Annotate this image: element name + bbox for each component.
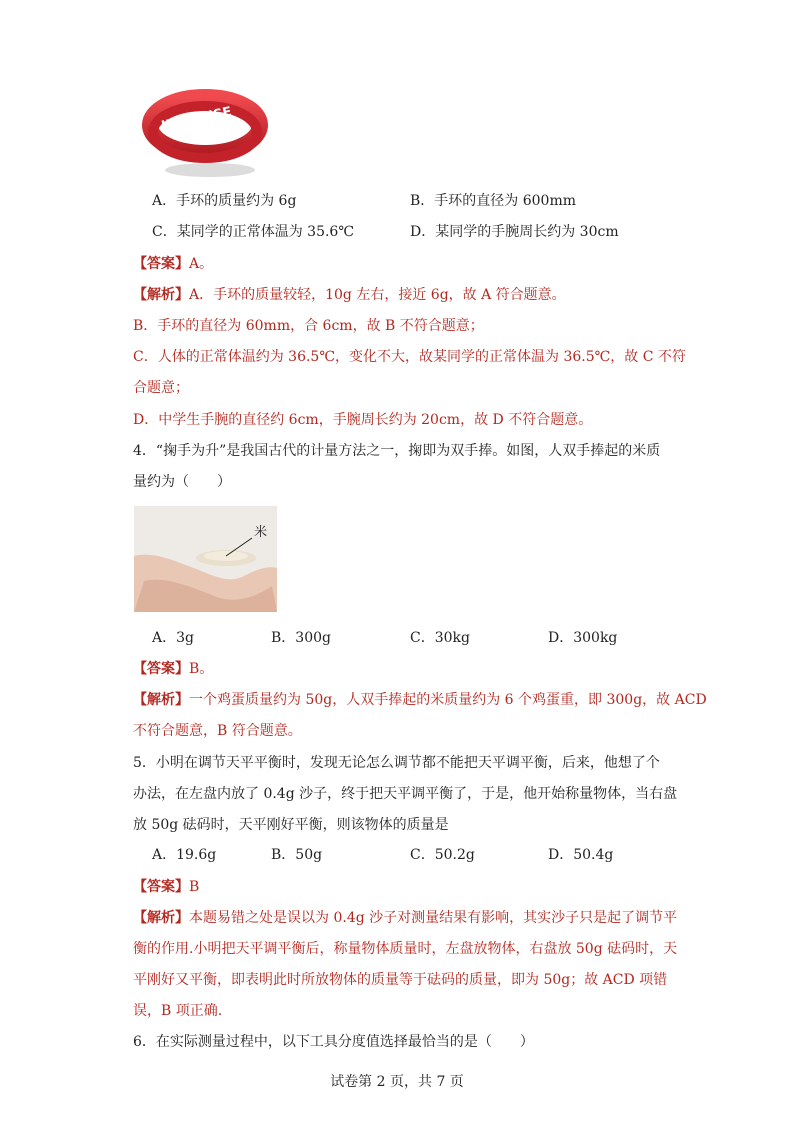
q3-option-b: B．手环的直径为 600mm: [410, 193, 577, 209]
bracelet-image: [140, 80, 270, 180]
q5-analysis-2: 衡的作用.小明把天平调平衡后，称量物体质量时，左盘放物体，右盘放 50g 砝码时，天: [133, 941, 678, 957]
q6-stem: 6．在实际测量过程中，以下工具分度值选择最恰当的是（ ）: [133, 1034, 534, 1050]
q5-analysis-3: 平刚好又平衡，即表明此时所放物体的质量等于砝码的质量，即为 50g；故 ACD 项错: [133, 972, 668, 988]
q4-option-b: B．300g: [271, 630, 331, 646]
q5-stem-1: 5．小明在调节天平平衡时，发现无论怎么调节都不能把天平调平衡，后来，他想了个: [133, 755, 660, 771]
q3-analysis-1: 【解析】A．手环的质量较轻，10g 左右，接近 6g，故 A 符合题意。: [133, 287, 566, 303]
q5-stem-2: 办法，在左盘内放了 0.4g 沙子，终于把天平调平衡了，于是，他开始称量物体，当右盘: [133, 786, 678, 802]
q4-analysis-1: 【解析】一个鸡蛋质量约为 50g，人双手捧起的米质量约为 6 个鸡蛋重，即 300g，故 ACD: [133, 692, 707, 708]
answer-tag: 【答案】: [133, 256, 189, 272]
q4-analysis-2: 不符合题意，B 符合题意。: [133, 723, 302, 739]
answer-value: A。: [189, 256, 214, 272]
q4-option-a: A．3g: [152, 630, 194, 646]
q3-analysis-3: C．人体的正常体温约为 36.5℃，变化不大，故某同学的正常体温为 36.5℃，故 C 不符: [133, 349, 686, 365]
q5-analysis-1: 【解析】本题易错之处是误以为 0.4g 沙子对测量结果有影响，其实沙子只是起了调节平: [133, 910, 678, 926]
q3-analysis-5: D．中学生手腕的直径约 6cm，手腕周长约为 20cm，故 D 不符合题意。: [133, 412, 593, 428]
q5-option-a: A．19.6g: [152, 847, 217, 863]
q4-option-c: C．30kg: [410, 630, 470, 646]
q5-option-c: C．50.2g: [410, 847, 475, 863]
q4-option-d: D．300kg: [548, 630, 618, 646]
q5-stem-3: 放 50g 砝码时，天平刚好平衡，则该物体的质量是: [133, 817, 449, 833]
hands-rice-image: [134, 506, 277, 612]
q3-answer: [133, 254, 213, 274]
q5-answer: 【答案】B: [133, 879, 200, 895]
q4-stem-1: 4．“掬手为升”是我国古代的计量方法之一，掬即为双手捧。如图，人双手捧起的米质: [133, 443, 661, 459]
q3-analysis-2: B．手环的直径为 60mm，合 6cm，故 B 不符合题意；: [133, 318, 484, 334]
q3-option-c: C．某同学的正常体温为 35.6℃: [152, 224, 354, 240]
q5-analysis-4: 误，B 项正确.: [133, 1003, 223, 1019]
bracelet-text: IPROMISE: [160, 104, 234, 135]
q3-analysis-4: 合题意；: [133, 380, 189, 396]
analysis-tag: 【解析】: [133, 287, 189, 303]
q5-option-d: D．50.4g: [548, 847, 614, 863]
q4-answer: 【答案】B。: [133, 661, 214, 677]
q3-option-d: D．某同学的手腕周长约为 30cm: [410, 224, 619, 240]
q3-option-a: A．手环的质量约为 6g: [152, 193, 297, 209]
q4-stem-2: 量约为（ ）: [133, 474, 231, 490]
rice-label: 米: [254, 525, 268, 540]
q5-option-b: B．50g: [271, 847, 323, 863]
page-footer: 试卷第 2 页，共 7 页: [330, 1074, 464, 1090]
